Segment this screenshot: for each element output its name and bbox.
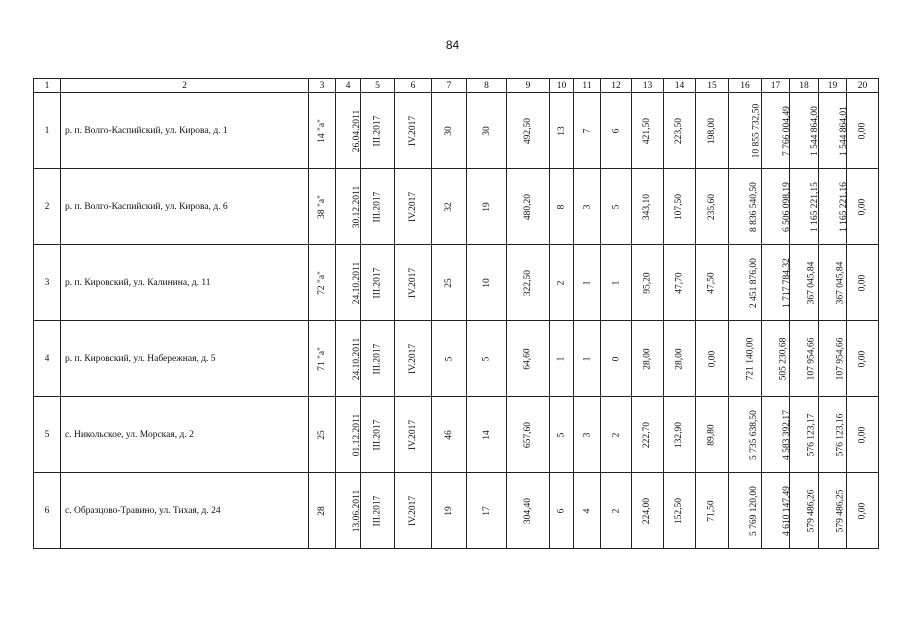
cell-value: 13.06.2011 — [352, 489, 363, 532]
table-cell — [574, 169, 601, 245]
table-cell — [632, 93, 664, 169]
cell-value: 47,70 — [674, 271, 685, 294]
table-cell — [336, 169, 361, 245]
table-cell — [696, 321, 729, 397]
table-cell — [432, 321, 467, 397]
column-header: 1 — [34, 79, 61, 93]
table-cell — [361, 93, 395, 169]
cell-value: 47,50 — [707, 271, 717, 294]
cell-value: III.2017 — [372, 419, 383, 450]
table-cell — [467, 397, 507, 473]
table-cell — [574, 397, 601, 473]
cell-value: 367 045,84 — [806, 261, 817, 304]
cell-value: 304,40 — [523, 497, 533, 524]
table-cell — [790, 321, 819, 397]
table-cell — [729, 245, 762, 321]
cell-value: 5 769 120,00 — [748, 485, 759, 536]
cell-value: 95,20 — [642, 271, 653, 294]
cell-value: III.2017 — [372, 343, 383, 374]
cell-value: 71 "а" — [316, 346, 327, 371]
table-cell — [507, 321, 550, 397]
cell-value: 26.04.2011 — [352, 109, 363, 152]
cell-value: 5 — [444, 356, 454, 361]
cell-value: 4 610 147,49 — [781, 485, 792, 536]
table-cell — [632, 397, 664, 473]
table-cell — [395, 473, 432, 549]
table-cell — [601, 169, 632, 245]
cell-value: 480,20 — [523, 193, 533, 220]
cell-value: 30 — [481, 125, 492, 136]
cell-value: 223,50 — [674, 117, 685, 144]
cell-value: 1 — [582, 280, 592, 285]
table-cell — [729, 93, 762, 169]
table-row — [34, 169, 879, 245]
cell-value: 224,00 — [642, 497, 653, 524]
cell-value: 4 — [582, 508, 592, 513]
table-cell — [696, 397, 729, 473]
table-cell — [819, 321, 847, 397]
cell-value: 14 — [481, 429, 492, 440]
cell-value: 5 — [611, 204, 621, 209]
cell-value: 25 — [317, 429, 327, 440]
cell-value: 30 — [444, 125, 454, 136]
table-cell — [664, 397, 696, 473]
cell-value: 222,70 — [642, 421, 653, 448]
table-cell — [762, 397, 790, 473]
column-header: 20 — [847, 79, 879, 93]
cell-value: 6 506 098,19 — [781, 181, 792, 232]
cell-value: 28,00 — [642, 347, 653, 370]
cell-value: 28 — [317, 505, 327, 516]
cell-value: 322,50 — [523, 269, 533, 296]
table-cell — [601, 93, 632, 169]
cell-value: 46 — [444, 429, 454, 440]
housing-table — [33, 78, 879, 549]
cell-value: 3 — [582, 204, 592, 209]
table-cell — [632, 245, 664, 321]
column-header: 13 — [632, 79, 664, 93]
table-cell — [762, 169, 790, 245]
table-cell — [847, 397, 879, 473]
cell-value: 64,60 — [523, 347, 533, 370]
table-cell — [729, 473, 762, 549]
cell-value: 10 855 732,50 — [751, 103, 762, 158]
table-cell — [574, 93, 601, 169]
cell-value: 1 165 221,15 — [809, 181, 820, 232]
cell-value: 19 — [481, 201, 492, 212]
table-cell — [790, 93, 819, 169]
cell-value: 71,50 — [707, 499, 717, 522]
table-cell — [336, 473, 361, 549]
cell-value: 1 544 864,01 — [838, 105, 849, 156]
table-cell — [664, 473, 696, 549]
cell-value: 6 — [611, 128, 621, 133]
cell-value: 0,00 — [857, 426, 868, 443]
table-cell — [790, 169, 819, 245]
table-cell — [574, 321, 601, 397]
cell-value: 0,00 — [857, 274, 868, 291]
cell-value: 17 — [481, 505, 492, 516]
table-cell — [467, 169, 507, 245]
table-cell — [336, 397, 361, 473]
cell-value: 8 — [556, 204, 567, 209]
cell-value: 657,60 — [523, 421, 533, 448]
cell-value: 505 230,68 — [778, 337, 789, 380]
table-cell — [550, 397, 574, 473]
column-header: 17 — [762, 79, 790, 93]
table-cell — [395, 321, 432, 397]
column-header: 6 — [395, 79, 432, 93]
column-header: 2 — [61, 79, 309, 93]
table-cell — [762, 93, 790, 169]
page-number: 84 — [445, 38, 460, 52]
table-cell — [762, 245, 790, 321]
table-cell — [847, 473, 879, 549]
table-body — [34, 93, 879, 549]
column-header: 10 — [550, 79, 574, 93]
cell-value: 2 — [611, 432, 621, 437]
column-header: 16 — [729, 79, 762, 93]
cell-value: IV.2017 — [408, 343, 418, 374]
table-cell — [847, 321, 879, 397]
table-cell — [395, 397, 432, 473]
table-cell — [696, 169, 729, 245]
column-header: 9 — [507, 79, 550, 93]
table-cell — [574, 245, 601, 321]
column-header: 19 — [819, 79, 847, 93]
table-cell — [395, 169, 432, 245]
cell-value: 38 "а" — [316, 194, 327, 219]
cell-value: III.2017 — [372, 267, 383, 298]
cell-value: 32 — [444, 201, 454, 212]
table-cell — [507, 245, 550, 321]
cell-value: 13 — [556, 125, 567, 136]
table-cell — [574, 473, 601, 549]
cell-value: 14 "а" — [316, 118, 327, 143]
cell-value: 8 836 540,50 — [748, 181, 759, 232]
table-cell — [432, 93, 467, 169]
table-cell — [550, 93, 574, 169]
table-cell: р. п. Волго-Каспийский, ул. Кирова, д. 1 — [61, 93, 309, 169]
cell-value: 1 — [582, 356, 592, 361]
cell-value: 5 — [556, 432, 567, 437]
table-cell — [467, 321, 507, 397]
table-cell: 1 — [34, 93, 61, 169]
table-cell — [309, 321, 336, 397]
cell-value: IV.2017 — [408, 419, 418, 450]
table-cell — [664, 321, 696, 397]
cell-value: 1 717 784,32 — [781, 257, 792, 308]
cell-value: IV.2017 — [408, 267, 418, 298]
table-cell — [847, 169, 879, 245]
cell-value: 0,00 — [707, 350, 717, 367]
table-cell — [664, 245, 696, 321]
table-cell — [762, 473, 790, 549]
table-cell — [847, 93, 879, 169]
table-cell: р. п. Кировский, ул. Калинина, д. 11 — [61, 245, 309, 321]
cell-value: 0 — [611, 356, 621, 361]
table-cell: 6 — [34, 473, 61, 549]
table-cell: 4 — [34, 321, 61, 397]
cell-value: 5 — [481, 356, 492, 361]
cell-value: 579 486,25 — [835, 489, 846, 532]
cell-value: 7 — [582, 128, 592, 133]
table-cell — [664, 93, 696, 169]
cell-value: 3 — [582, 432, 592, 437]
table-cell — [467, 93, 507, 169]
cell-value: IV.2017 — [408, 495, 418, 526]
table-cell — [395, 93, 432, 169]
cell-value: 28,00 — [674, 347, 685, 370]
table-cell — [336, 321, 361, 397]
cell-value: 30.12.2011 — [352, 185, 363, 228]
cell-value: 152,50 — [674, 497, 685, 524]
table-cell — [467, 473, 507, 549]
table-cell — [819, 93, 847, 169]
cell-value: 343,10 — [642, 193, 653, 220]
table-cell: с. Никольское, ул. Морская, д. 2 — [61, 397, 309, 473]
column-header: 7 — [432, 79, 467, 93]
table-cell — [550, 245, 574, 321]
cell-value: 1 544 864,00 — [809, 105, 820, 156]
cell-value: 235,60 — [707, 193, 717, 220]
table-cell — [395, 245, 432, 321]
cell-value: 4 583 392,17 — [781, 409, 792, 460]
cell-value: 72 "а" — [316, 270, 327, 295]
cell-value: 107,50 — [674, 193, 685, 220]
column-header: 11 — [574, 79, 601, 93]
cell-value: 7 766 004,49 — [781, 105, 792, 156]
cell-value: 2 451 876,00 — [748, 257, 759, 308]
table-cell — [507, 93, 550, 169]
column-header: 8 — [467, 79, 507, 93]
table-cell: р. п. Волго-Каспийский, ул. Кирова, д. 6 — [61, 169, 309, 245]
table-cell — [847, 245, 879, 321]
cell-value: 6 — [556, 508, 567, 513]
column-header: 5 — [361, 79, 395, 93]
table-row — [34, 93, 879, 169]
column-header: 3 — [309, 79, 336, 93]
column-header: 4 — [336, 79, 361, 93]
table-cell — [550, 169, 574, 245]
table-cell — [361, 397, 395, 473]
cell-value: 132,90 — [674, 421, 685, 448]
table-cell — [601, 473, 632, 549]
table-cell — [696, 473, 729, 549]
table-cell — [729, 397, 762, 473]
cell-value: IV.2017 — [408, 115, 418, 146]
cell-value: 721 140,00 — [745, 337, 756, 380]
cell-value: 107 954,66 — [806, 337, 817, 380]
table-cell — [507, 473, 550, 549]
cell-value: 579 486,26 — [806, 489, 817, 532]
table-cell — [819, 245, 847, 321]
cell-value: 5 735 638,50 — [748, 409, 759, 460]
table-cell — [309, 245, 336, 321]
table-cell — [336, 245, 361, 321]
cell-value: 367 045,84 — [835, 261, 846, 304]
table-cell: 3 — [34, 245, 61, 321]
column-header: 18 — [790, 79, 819, 93]
table-cell — [664, 169, 696, 245]
column-header: 15 — [696, 79, 729, 93]
table-cell — [309, 473, 336, 549]
cell-value: 0,00 — [857, 122, 868, 139]
table-row — [34, 397, 879, 473]
cell-value: 24.10.2011 — [352, 261, 363, 304]
table-cell — [309, 397, 336, 473]
table-cell — [432, 245, 467, 321]
cell-value: 1 165 221,16 — [838, 181, 849, 232]
table-cell — [550, 321, 574, 397]
cell-value: 107 954,66 — [835, 337, 846, 380]
cell-value: 198,00 — [707, 117, 717, 144]
table-cell — [507, 169, 550, 245]
cell-value: IV.2017 — [408, 191, 418, 222]
cell-value: 2 — [556, 280, 567, 285]
table-cell — [790, 245, 819, 321]
table-cell: с. Образцово-Травино, ул. Тихая, д. 24 — [61, 473, 309, 549]
table-cell — [361, 169, 395, 245]
cell-value: 1 — [611, 280, 621, 285]
cell-value: 24.10.2011 — [352, 337, 363, 380]
table-cell: 5 — [34, 397, 61, 473]
table-cell — [432, 397, 467, 473]
header-row — [34, 79, 879, 93]
table-cell — [601, 321, 632, 397]
table-cell — [790, 397, 819, 473]
cell-value: 0,00 — [857, 502, 868, 519]
cell-value: 1 — [556, 356, 567, 361]
table-cell — [729, 169, 762, 245]
table-cell — [507, 397, 550, 473]
cell-value: 89,80 — [707, 423, 717, 446]
cell-value: 0,00 — [857, 198, 868, 215]
cell-value: 492,50 — [523, 117, 533, 144]
table-cell — [632, 473, 664, 549]
cell-value: III.2017 — [372, 191, 383, 222]
table-cell — [819, 169, 847, 245]
table-row — [34, 245, 879, 321]
table-cell — [361, 473, 395, 549]
cell-value: 01.12.2011 — [352, 413, 363, 456]
cell-value: 576 123,17 — [806, 413, 817, 456]
table-cell: р. п. Кировский, ул. Набережная, д. 5 — [61, 321, 309, 397]
table-cell — [632, 321, 664, 397]
cell-value: 421,50 — [642, 117, 653, 144]
table-cell — [336, 93, 361, 169]
table-cell — [432, 473, 467, 549]
table-cell — [601, 397, 632, 473]
table-cell — [550, 473, 574, 549]
cell-value: 2 — [611, 508, 621, 513]
cell-value: 576 123,16 — [835, 413, 846, 456]
cell-value: III.2017 — [372, 495, 383, 526]
table-cell — [361, 321, 395, 397]
table-cell — [467, 245, 507, 321]
cell-value: 10 — [481, 277, 492, 288]
cell-value: 25 — [444, 277, 454, 288]
table-row — [34, 473, 879, 549]
table-cell — [790, 473, 819, 549]
table-cell — [361, 245, 395, 321]
table-cell — [762, 321, 790, 397]
table-cell — [729, 321, 762, 397]
cell-value: 19 — [444, 505, 454, 516]
table-cell — [819, 397, 847, 473]
table-cell — [601, 245, 632, 321]
table-cell — [309, 169, 336, 245]
table-cell — [632, 169, 664, 245]
table-cell — [432, 169, 467, 245]
column-header: 12 — [601, 79, 632, 93]
table-row — [34, 321, 879, 397]
table-cell — [819, 473, 847, 549]
table-cell — [696, 245, 729, 321]
column-header: 14 — [664, 79, 696, 93]
table-cell: 2 — [34, 169, 61, 245]
table-cell — [309, 93, 336, 169]
cell-value: III.2017 — [372, 115, 383, 146]
cell-value: 0,00 — [857, 350, 868, 367]
table-cell — [696, 93, 729, 169]
